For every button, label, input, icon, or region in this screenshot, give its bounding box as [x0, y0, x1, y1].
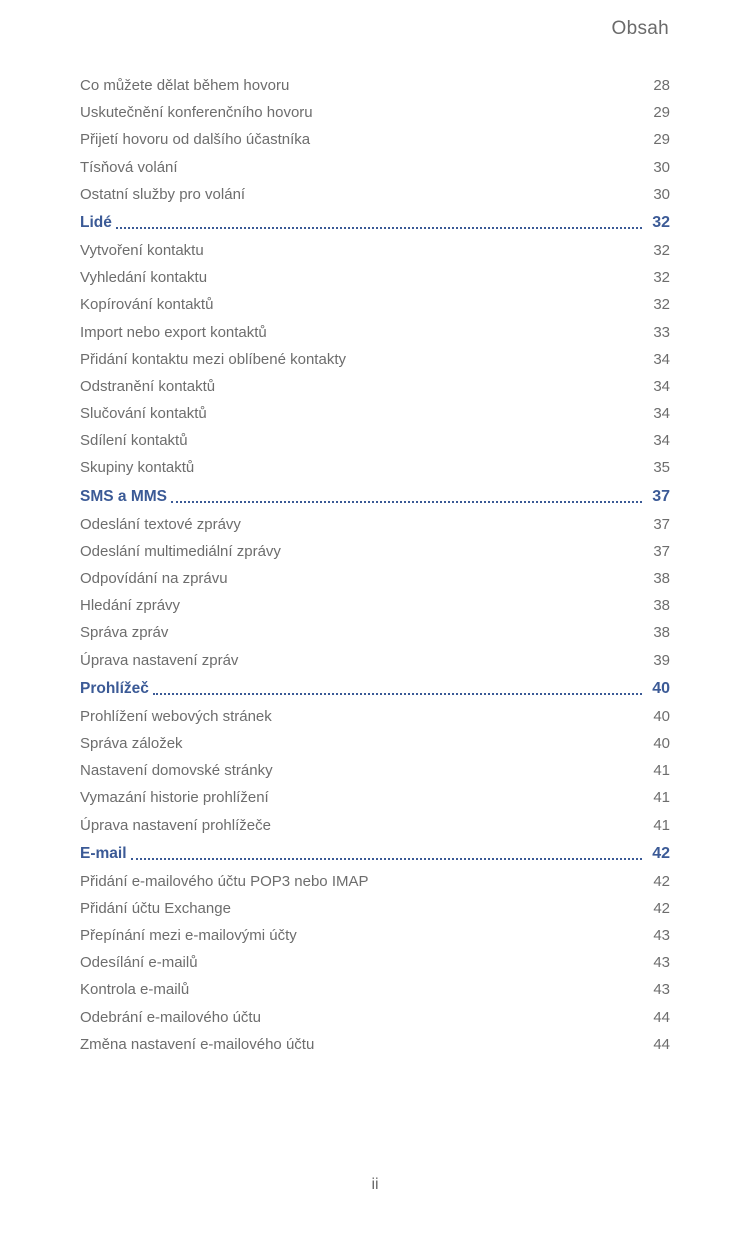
toc-entry-title: Úprava nastavení zpráv — [80, 651, 239, 669]
toc-page-number: 32 — [653, 296, 670, 314]
toc-dot-leader — [116, 227, 642, 229]
toc-entry-row[interactable] — [80, 454, 670, 481]
toc-section-title: Lidé — [80, 213, 112, 231]
toc-page-number: 29 — [653, 104, 670, 122]
toc-page-number: 43 — [653, 981, 670, 999]
toc-entry-row[interactable] — [80, 264, 670, 291]
toc-entry-title: Kopírování kontaktů — [80, 296, 214, 314]
toc-page-number: 34 — [653, 377, 670, 395]
toc-entry-row[interactable] — [80, 1031, 670, 1058]
toc-entry-row[interactable] — [80, 126, 670, 153]
toc-page-number: 39 — [653, 651, 670, 669]
toc-entry-row[interactable] — [80, 592, 670, 619]
toc-entry-row[interactable] — [80, 757, 670, 784]
toc-page-number: 38 — [653, 570, 670, 587]
toc-page-number: 30 — [653, 185, 670, 203]
table-of-contents — [80, 72, 670, 1058]
toc-entry-row[interactable] — [80, 922, 670, 949]
toc-entry-title: Přidání účtu Exchange — [80, 899, 231, 917]
toc-entry-row[interactable] — [80, 538, 670, 565]
toc-page-number: 40 — [653, 734, 670, 752]
toc-page-number: 37 — [653, 542, 670, 560]
toc-entry-title: Přidání e-mailového účtu POP3 nebo IMAP — [80, 872, 369, 890]
toc-section-title: Prohlížeč — [80, 679, 149, 697]
toc-entry-row[interactable] — [80, 319, 670, 346]
toc-entry-row[interactable] — [80, 72, 670, 99]
page-header-title: Obsah — [611, 18, 669, 39]
toc-page-number: 32 — [653, 269, 670, 287]
toc-entry-row[interactable] — [80, 812, 670, 839]
toc-section-row[interactable] — [80, 839, 670, 868]
toc-page-number: 34 — [653, 432, 670, 450]
toc-entry-row[interactable] — [80, 291, 670, 318]
toc-page-number: 38 — [653, 597, 670, 615]
toc-page-number: 34 — [653, 350, 670, 368]
toc-page-number: 35 — [653, 459, 670, 477]
toc-entry-title: Úprava nastavení prohlížeče — [80, 816, 271, 834]
toc-page-number: 41 — [653, 789, 670, 807]
toc-entry-row[interactable] — [80, 154, 670, 181]
toc-page-number: 42 — [653, 872, 670, 890]
toc-section-row[interactable] — [80, 482, 670, 511]
toc-entry-row[interactable] — [80, 237, 670, 264]
toc-entry-title: Přidání kontaktu mezi oblíbené kontakty — [80, 350, 346, 368]
toc-entry-row[interactable] — [80, 784, 670, 811]
toc-page-number: 37 — [653, 515, 670, 533]
toc-entry-title: Slučování kontaktů — [80, 405, 207, 423]
toc-page-number: 30 — [653, 158, 670, 176]
toc-page-number: 41 — [653, 762, 670, 780]
toc-entry-title: Správa záložek — [80, 734, 183, 752]
toc-entry-row[interactable] — [80, 949, 670, 976]
toc-section-row[interactable] — [80, 208, 670, 237]
toc-entry-title: Odeslání textové zprávy — [80, 515, 241, 533]
toc-entry-row[interactable] — [80, 895, 670, 922]
toc-entry-title: Odstranění kontaktů — [80, 377, 216, 395]
toc-page-number: 33 — [653, 323, 670, 341]
toc-entry-row[interactable] — [80, 511, 670, 538]
toc-page-number: 29 — [653, 131, 670, 149]
toc-entry-title: Import nebo export kontaktů — [80, 323, 267, 341]
toc-entry-title: Odebrání e-mailového účtu — [80, 1008, 261, 1026]
toc-entry-row[interactable] — [80, 703, 670, 730]
toc-entry-title: Odpovídání na zprávu — [80, 570, 228, 587]
toc-page-number: 28 — [653, 77, 670, 94]
toc-page-number: 32 — [652, 213, 670, 231]
toc-entry-row[interactable] — [80, 427, 670, 454]
toc-entry-row[interactable] — [80, 181, 670, 208]
toc-entry-row[interactable] — [80, 647, 670, 674]
toc-entry-title: Odeslání multimediální zprávy — [80, 542, 281, 560]
toc-entry-row[interactable] — [80, 346, 670, 373]
toc-dot-leader — [153, 693, 642, 695]
toc-entry-title: Sdílení kontaktů — [80, 432, 188, 450]
page-number: ii — [371, 1176, 379, 1193]
toc-page-number: 42 — [652, 844, 670, 862]
toc-page-number: 44 — [653, 1008, 670, 1026]
toc-page-number: 38 — [653, 624, 670, 642]
toc-dot-leader — [171, 501, 642, 503]
toc-page-number: 40 — [652, 679, 670, 697]
toc-page-number: 37 — [652, 487, 670, 505]
toc-page-number: 32 — [653, 241, 670, 259]
toc-section-row[interactable] — [80, 674, 670, 703]
toc-entry-title: Prohlížení webových stránek — [80, 707, 272, 725]
toc-entry-title: Ostatní služby pro volání — [80, 185, 246, 203]
toc-entry-title: Vymazání historie prohlížení — [80, 789, 269, 807]
toc-entry-row[interactable] — [80, 1004, 670, 1031]
toc-section-title: SMS a MMS — [80, 487, 167, 505]
toc-dot-leader — [131, 858, 642, 860]
toc-page-number: 44 — [653, 1035, 670, 1053]
toc-entry-row[interactable] — [80, 730, 670, 757]
toc-entry-title: Kontrola e-mailů — [80, 981, 190, 999]
toc-entry-title: Správa zpráv — [80, 624, 169, 642]
toc-entry-title: Nastavení domovské stránky — [80, 762, 273, 780]
toc-section-title: E-mail — [80, 844, 127, 862]
toc-entry-row[interactable] — [80, 400, 670, 427]
toc-page-number: 43 — [653, 927, 670, 945]
toc-entry-row[interactable] — [80, 373, 670, 400]
toc-entry-row[interactable] — [80, 565, 670, 592]
toc-page-number: 43 — [653, 954, 670, 972]
toc-entry-row[interactable] — [80, 619, 670, 646]
toc-entry-title: Skupiny kontaktů — [80, 459, 195, 477]
toc-entry-title: Odesílání e-mailů — [80, 954, 198, 972]
toc-entry-title: Co můžete dělat během hovoru — [80, 77, 290, 94]
toc-page-number: 41 — [653, 816, 670, 834]
toc-page-number: 42 — [653, 899, 670, 917]
toc-entry-row[interactable] — [80, 868, 670, 895]
toc-entry-row[interactable] — [80, 99, 670, 126]
toc-entry-title: Uskutečnění konferenčního hovoru — [80, 104, 313, 122]
toc-entry-title: Tísňová volání — [80, 158, 178, 176]
toc-entry-title: Přepínání mezi e-mailovými účty — [80, 927, 297, 945]
toc-page-number: 34 — [653, 405, 670, 423]
toc-entry-title: Přijetí hovoru od dalšího účastníka — [80, 131, 311, 149]
toc-entry-title: Změna nastavení e-mailového účtu — [80, 1035, 315, 1053]
toc-entry-row[interactable] — [80, 976, 670, 1003]
toc-page-number: 40 — [653, 707, 670, 725]
toc-entry-title: Vyhledání kontaktu — [80, 269, 208, 287]
toc-entry-title: Vytvoření kontaktu — [80, 241, 204, 259]
toc-entry-title: Hledání zprávy — [80, 597, 181, 615]
